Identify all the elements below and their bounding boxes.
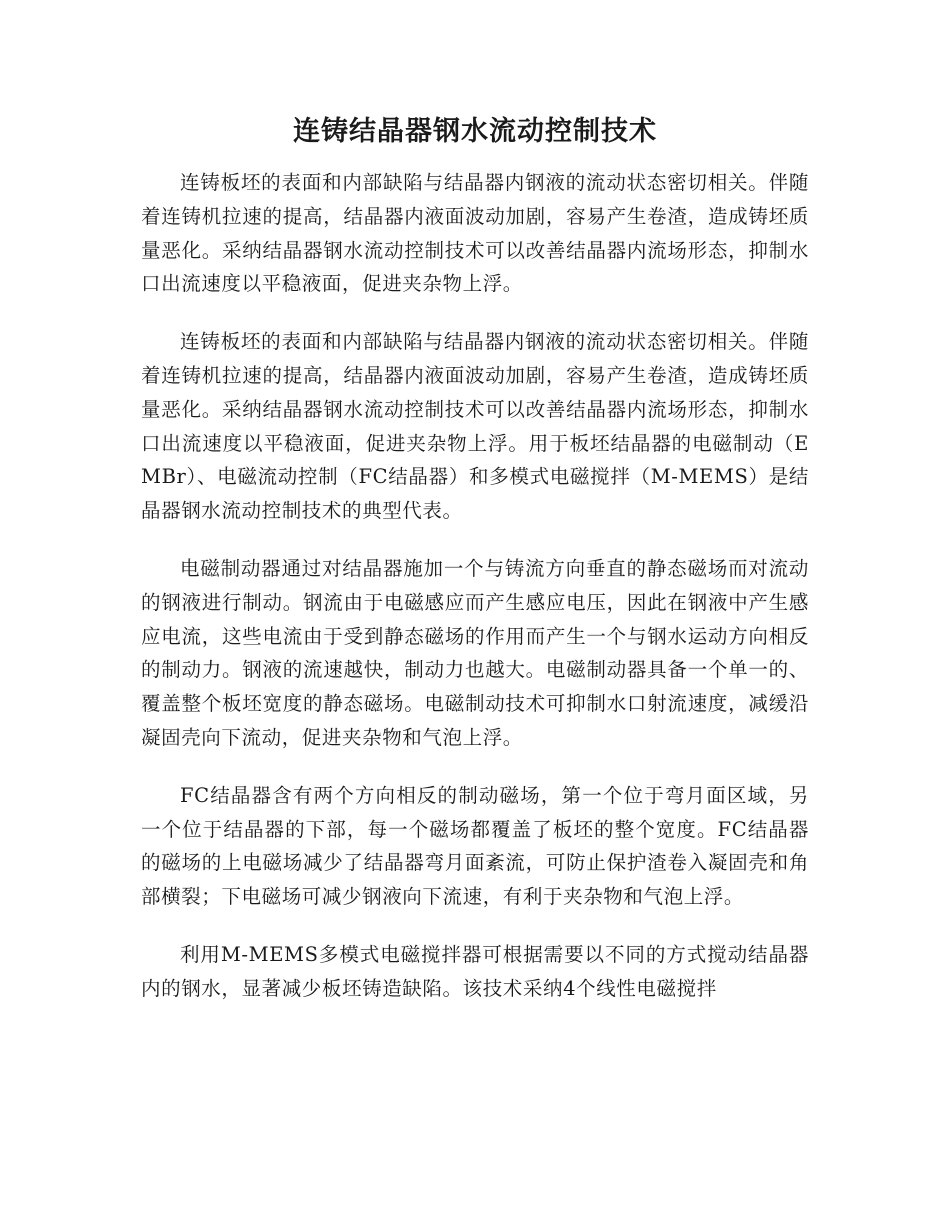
paragraph-overview: 连铸板坯的表面和内部缺陷与结晶器内钢液的流动状态密切相关。伴随着连铸机拉速的提高，结晶器内液面波动加剧，容易产生卷渣，造成铸坯质量恶化。采纳结晶器钢水流动控制技术可以改善结晶器内流场形态，抑制水口出流速度以平稳液面，促进夹杂物上浮。用于板坯结晶器的电磁制动（EMBr）、电磁流动控制（FC结晶器）和多模式电磁搅拌（M-MEMS）是结晶器钢水流动控制技术的典型代表。 (141, 330, 809, 523)
paragraph-embr: 电磁制动器通过对结晶器施加一个与铸流方向垂直的静态磁场而对流动的钢液进行制动。钢流由于电磁感应而产生感应电压，因此在钢液中产生感应电流，这些电流由于受到静态磁场的作用而产生一个与钢水运动方向相反的制动力。钢液的流速越快，制动力也越大。电磁制动器具备一个单一的、覆盖整个板坯宽度的静态磁场。电磁制动技术可抑制水口射流速度，减缓沿凝固壳向下流动，促进夹杂物和气泡上浮。 (141, 556, 809, 749)
document-body (141, 166, 809, 1030)
paragraph-m-mems: 利用M-MEMS多模式电磁搅拌器可根据需要以不同的方式搅动结晶器内的钢水，显著减少板坯铸造缺陷。该技术采纳4个线性电磁搅拌 (141, 942, 809, 1000)
paragraph-intro: 连铸板坯的表面和内部缺陷与结晶器内钢液的流动状态密切相关。伴随着连铸机拉速的提高，结晶器内液面波动加剧，容易产生卷渣，造成铸坯质量恶化。采纳结晶器钢水流动控制技术可以改善结晶器内流场形态，抑制水口出流速度以平稳液面，促进夹杂物上浮。 (141, 171, 809, 296)
paragraph-fc-mold: FC结晶器含有两个方向相反的制动磁场，第一个位于弯月面区域，另一个位于结晶器的下部，每一个磁场都覆盖了板坯的整个宽度。FC结晶器的磁场的上电磁场减少了结晶器弯月面紊流，可防止保护渣卷入凝固壳和角部横裂；下电磁场可减少钢液向下流速，有利于夹杂物和气泡上浮。 (141, 783, 809, 909)
document-title: 连铸结晶器钢水流动控制技术 (293, 116, 657, 147)
